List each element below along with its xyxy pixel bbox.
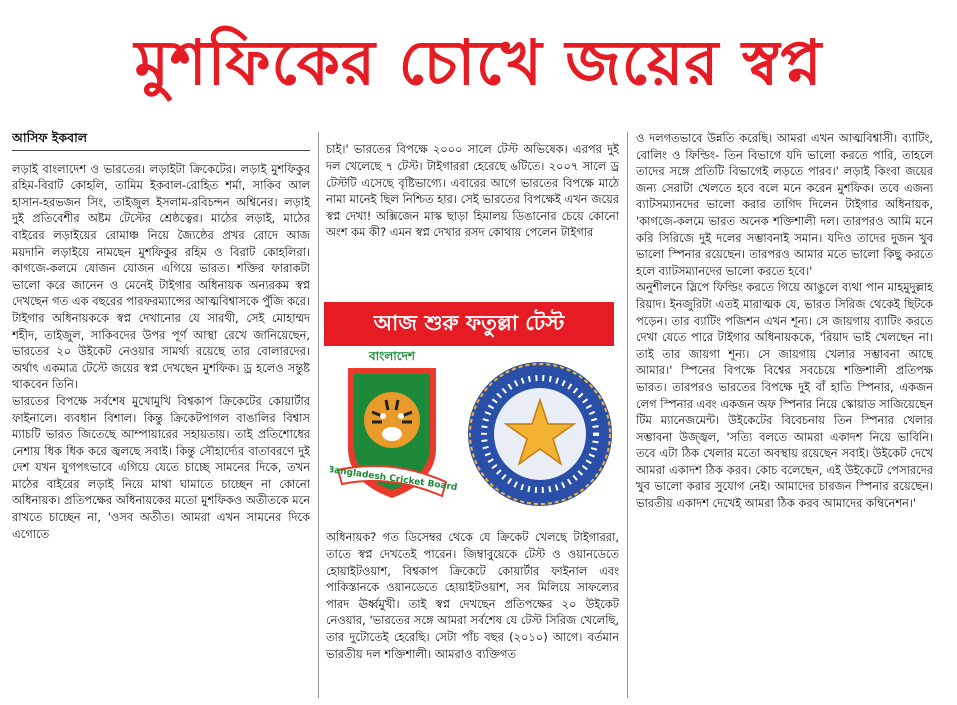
paragraph: ও দলগতভাবে উন্নতি করেছি। আমরা এখন আত্মবিশ্বাসী। ব্যাটিং, বোলিং ও ফিল্ডিং- তিন বিভাগে যদি ভালো করতে পারি, তাহলে তাদের সঙ্গে প্রতিটি বিভাগেই লড়তে পারব।' লড়াই কিংবা জয়ের জন্য সেরাটা খেলতে হবে বলে মনে করেন মুশফিক। তবে এজন্য ব্যাটসম্যানদের ভালো করার তাগিদ দিলেন টাইগার অধিনায়ক, 'কাগজে-কলমে ভারত অনেক শক্তিশালী দল। তারপরও আমি মনে করি সিরিজে দুই দলের সম্ভাবনাই সমান। যদিও তাদের দুজন খুব ভালো স্পিনার রয়েছেন। তারপরও আমার মতে ভালো কিছু করতে হলে ব্যাটসম্যানদের ভালো করতে হবে।' [636, 131, 933, 278]
article-column-2-bottom [326, 518, 619, 700]
bcb-logo-title: বাংলাদেশ [369, 350, 415, 363]
byline: আসিফ ইকবাল [12, 130, 310, 151]
headline: মুশফিকের চোখে জয়ের স্বপ্ন [134, 25, 823, 99]
column-rule [627, 132, 628, 698]
bcb-logo [330, 350, 458, 498]
paragraph: ভারতের বিপক্ষে সর্বশেষ মুখোমুখি বিশ্বকাপ ক্রিকেটের কোয়ার্টার ফাইনালে। ব্যবধান বিশাল। কিন্তু ক্রিকেটপাগল বাঙালির বিশ্বাস ম্যাচটি ভারত জিতেছে আম্পায়ারের সহায়তায়। তাই প্রতিশোধের নেশায় ধিক ধিক করে জ্বলছে সবাই। কিন্তু সৌহার্দ্যের বাতাবরণে দুই দেশ যখন যুগপৎভাবে এগিয়ে যেতে চাচ্ছে সামনের দিকে, তখন মাঠের বাইরের লড়াই নিয়ে মাথা ঘামাতে চাচ্ছেন না কোনো অধিনায়ক। প্রতিপক্ষের অধিনায়কের মতো মুশফিকও অতীতকে মনে রাখতে চাচ্ছেন না, 'ওসব অতীত। আমরা এখন সামনের দিকে এগোতে [12, 393, 310, 541]
team-logos [330, 350, 620, 512]
article-column-3 [636, 130, 933, 700]
bcci-logo [468, 362, 612, 506]
paragraph: অনুশীলনে স্লিপে ফিল্ডিং করতে গিয়ে আঙুলে ব্যথা পান মাহমুদুল্লাহ রিয়াদ। ইনজুরিটা এতই মারাত্মক যে, ভারত সিরিজ থেকেই ছিটকে পড়েন। তার ব্যাটিং পজিশন এখন শূন্য। সে জায়গায় ব্যাটিং করতে দেখা যেতে পারে টাইগার অধিনায়ককে, 'রিয়াদ ভাই খেলছেন না। তাই তার জায়গা শূন্য। সে জায়গায় খেলার সম্ভাবনা আছে আমার।' স্পিনের বিপক্ষে বিশ্বের সবচেয়ে শক্তিশালী প্রতিপক্ষ ভারত। তারপরও ভারতের বিপক্ষে দুই বাঁ হাতি স্পিনার, একজন লেগ স্পিনার এবং একজন অফ স্পিনার নিয়ে স্কোয়াড সাজিয়েছেন টিম ম্যানেজমেন্ট। উইকেটের বিবেচনায় তিন স্পিনার খেলার সম্ভাবনা উজ্জ্বল, 'সত্যি বলতে আমরা একাদশ নিয়ে ভাবিনি। তবে এটা ঠিক খেলার মতো অবস্থায় রয়েছেন সবাই। উইকেট দেখে আমরা একাদশ ঠিক করব। কোচ বলেছেন, এই উইকেটে পেসারদের খুব ভালো করার সুযোগ নেই। আমাদের চারজন স্পিনার রয়েছেন। ভারতীয় একাদশ দেখেই আমরা ঠিক করব আমাদের কম্বিনেশন।' [636, 280, 933, 511]
article-column-1 [12, 130, 310, 700]
column-rule [318, 132, 319, 698]
bcb-ribbon-text: Bangladesh Cricket Board [330, 464, 458, 494]
tiger-eye-icon [398, 413, 404, 419]
paragraph: লড়াই বাংলাদেশ ও ভারতের। লড়াইটা ক্রিকেটের। লড়াই মুশফিকুর রহিম-বিরাট কোহলি, তামিম ইকবাল-রোহিত শর্মা, সাকিব আল হাসান-হরভজন সিং, তাইজুল ইসলাম-রবিচন্দন অশ্বিনের। লড়াই দুই প্রতিবেশীর অষ্টম টেস্টের শ্রেষ্ঠত্বের। মাঠের লড়াই, মাঠের বাইরের লড়াইয়ের রোমাঞ্চ নিয়ে জ্যৈষ্ঠের প্রখর রোদে আজ ময়দানি লড়াইয়ে নামছেন মুশফিকুর রহিম ও বিরাট কোহলিরা। কাগজে-কলমে যোজন যোজন এগিয়ে ভারত। শক্তির ফারাকটা ভালো করে জানেন ও মেনেই টাইগার অধিনায়ক অন্যরকম স্বপ্ন দেখছেন গত এক বছরের পারফরম্যান্সের আত্মবিশ্বাসকে পুঁজি করে। টাইগার অধিনায়ককে স্বপ্ন দেখানোর যে সারথী, সেই মোহাম্মদ শহীদ, তাইজুল, সাকিবদের উপর পূর্ণ আস্থা রেখে জানিয়েছেন, ভারতের ২০ উইকেট নেওয়ার সামর্থ্য রয়েছে তার বোলারদের। অর্থাৎ একমাত্র টেস্টে জয়ের স্বপ্ন দেখছেন মুশফিক। ড্র হলেও সন্তুষ্ট থাকবেন তিনি। [12, 161, 310, 392]
article-column-2-top [326, 130, 619, 280]
tiger-muzzle-icon [382, 427, 402, 441]
paragraph: অধিনায়ক? গত ডিসেম্বর থেকে যে ক্রিকেট খেলছে টাইগাররা, তাতে স্বপ্ন দেখতেই পারেন। জিম্বাবুয়েকে টেস্ট ও ওয়ানডেতে হোয়াইটওয়াশ, বিশ্বকাপ ক্রিকেটে কোয়ার্টার ফাইনাল এবং পাকিস্তানকে ওয়ানডেতে হোয়াইটওয়াশ, সব মিলিয়ে সাফল্যের পারদ ঊর্ধ্বমুখী। তাই স্বপ্ন দেখছেন প্রতিপক্ষের ২০ উইকেট নেওয়ার, 'ভারতের সঙ্গে আমরা সর্বশেষ যে টেস্ট সিরিজ খেলেছি, তার দুটোতেই হেরেছি। সেটা পাঁচ বছর (২০১০) আগে। বর্তমান ভারতীয় দল শক্তিশালী। আমরাও ব্যক্তিগত [326, 530, 619, 661]
paragraph: চাই।' ভারতের বিপক্ষে ২০০০ সালে টেস্ট অভিষেক। এরপর দুই দল খেলেছে ৭ টেস্ট। টাইগাররা হেরেছে ৬টিতে। ২০০৭ সালে ড্র টেস্টটি এসেছে বৃষ্টিভাগ্যে। এবারের আগে ভারতের বিপক্ষে মাঠে নামা মানেই ছিল নিশ্চিত হার। সেই ভারতের বিপক্ষেই এখন জয়ের স্বপ্ন দেখা! অক্সিজেন মাস্ক ছাড়া হিমালয় ডিঙানোর চেয়ে কোনো অংশ কম কী? এমন স্বপ্ন দেখার রসদ কোথায় পেলেন টাইগার [326, 142, 619, 240]
tiger-eye-icon [380, 413, 386, 419]
logos-graphic [330, 350, 620, 512]
match-banner: আজ শুরু ফতুল্লা টেস্ট [324, 302, 614, 346]
